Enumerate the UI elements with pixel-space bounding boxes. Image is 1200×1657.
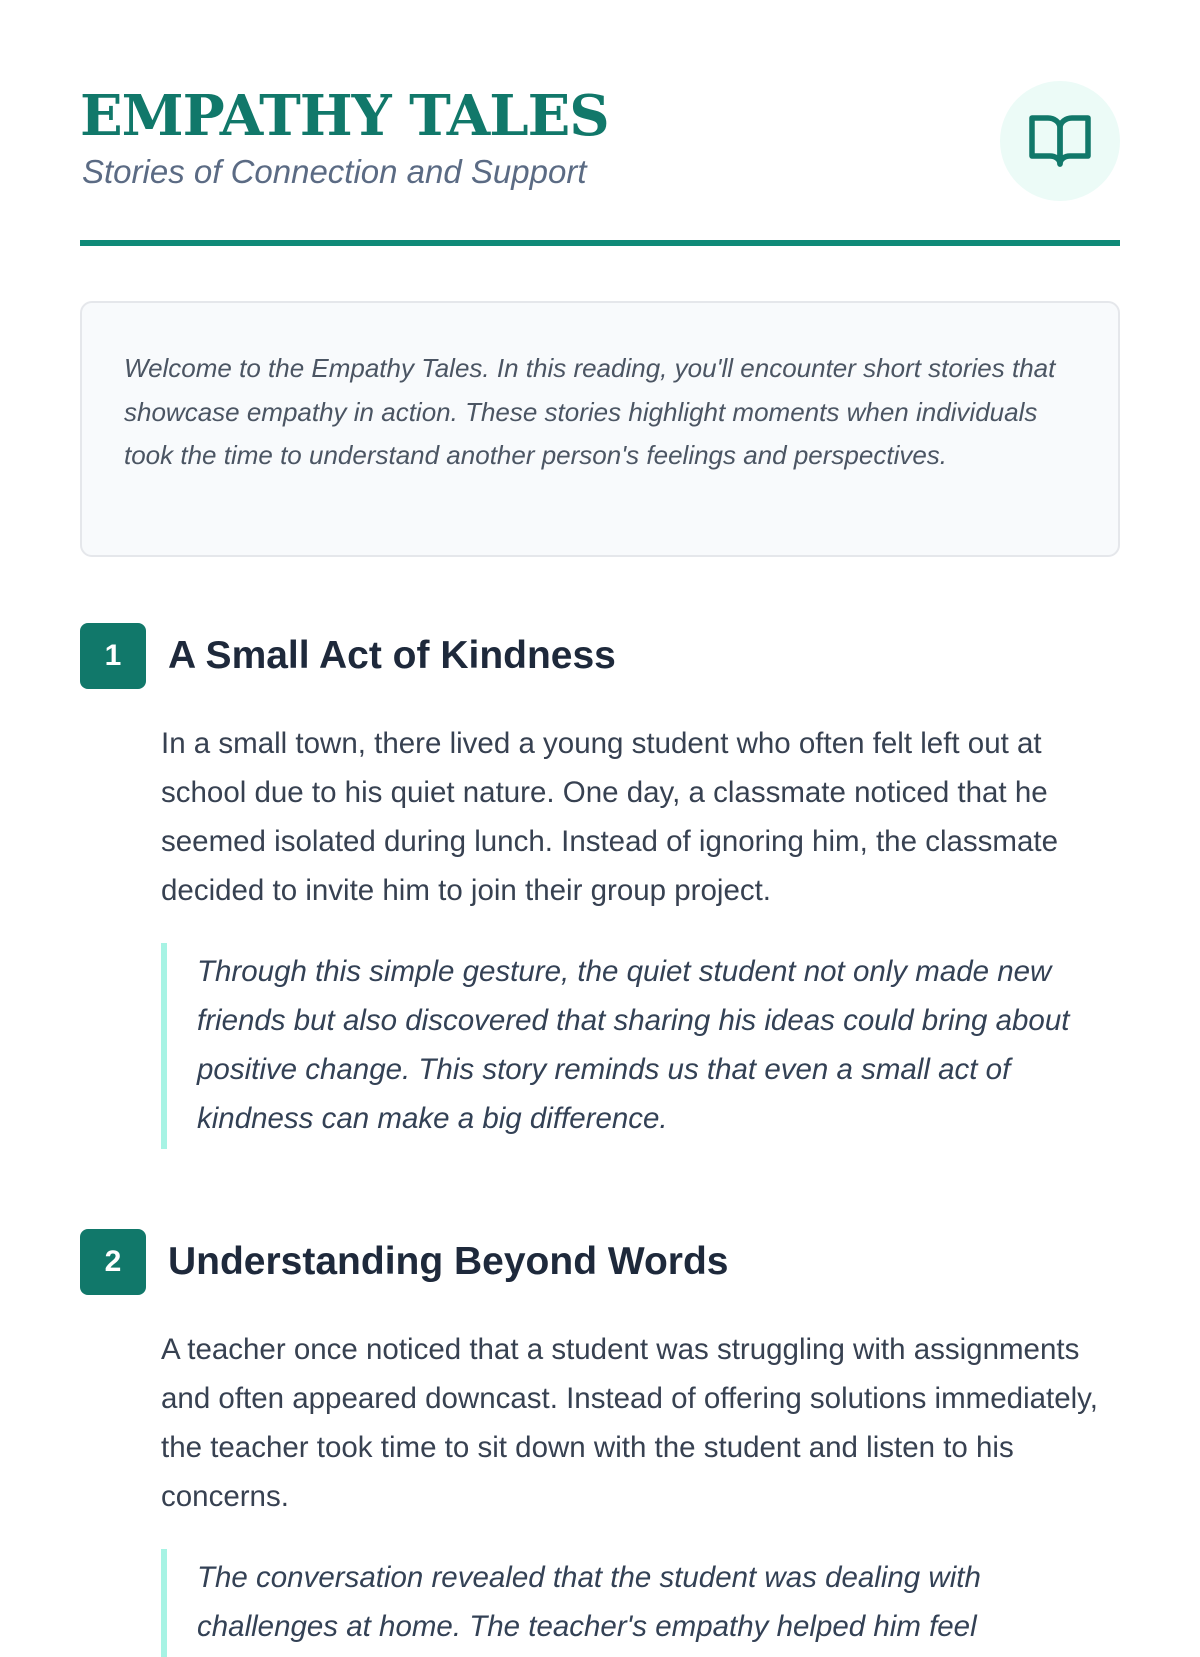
story-heading: [80, 623, 1120, 689]
page-title: EMPATHY TALES: [80, 83, 609, 149]
open-book-icon: [1028, 112, 1092, 170]
intro-box: [80, 301, 1120, 557]
story-heading: [80, 1229, 1120, 1295]
story-quote: The conversation revealed that the student was dealing with challenges at home. The teacher's empathy helped him feel: [161, 1549, 1120, 1657]
story-number-badge: 2: [80, 1229, 146, 1295]
story-2: [80, 1229, 1120, 1657]
story-title: A Small Act of Kindness: [168, 634, 616, 677]
story-title: Understanding Beyond Words: [168, 1240, 729, 1283]
page-header: [80, 0, 1120, 246]
logo-badge: [1000, 81, 1120, 201]
page-subtitle: Stories of Connection and Support: [82, 153, 587, 190]
story-body: In a small town, there lived a young student who often felt left out at school due to his quiet nature. One day, a classmate noticed that he seemed isolated during lunch. Instead of ignoring him, the classmate decided to invite him to join their group project.: [161, 727, 1058, 907]
intro-text: Welcome to the Empathy Tales. In this reading, you'll encounter short stories that showcase empathy in action. These stories highlight moments when individuals took the time to understand another person's feelings and perspectives.: [124, 353, 1056, 470]
story-1: [80, 623, 1120, 1149]
story-body: A teacher once noticed that a student was struggling with assignments and often appeared downcast. Instead of offering solutions immediately, the teacher took time to sit down with the student and listen to his concerns.: [161, 1333, 1098, 1513]
story-quote: Through this simple gesture, the quiet student not only made new friends but also discovered that sharing his ideas could bring about positive change. This story reminds us that even a small act of kindness can make a big difference.: [161, 943, 1120, 1149]
story-number-badge: 1: [80, 623, 146, 689]
